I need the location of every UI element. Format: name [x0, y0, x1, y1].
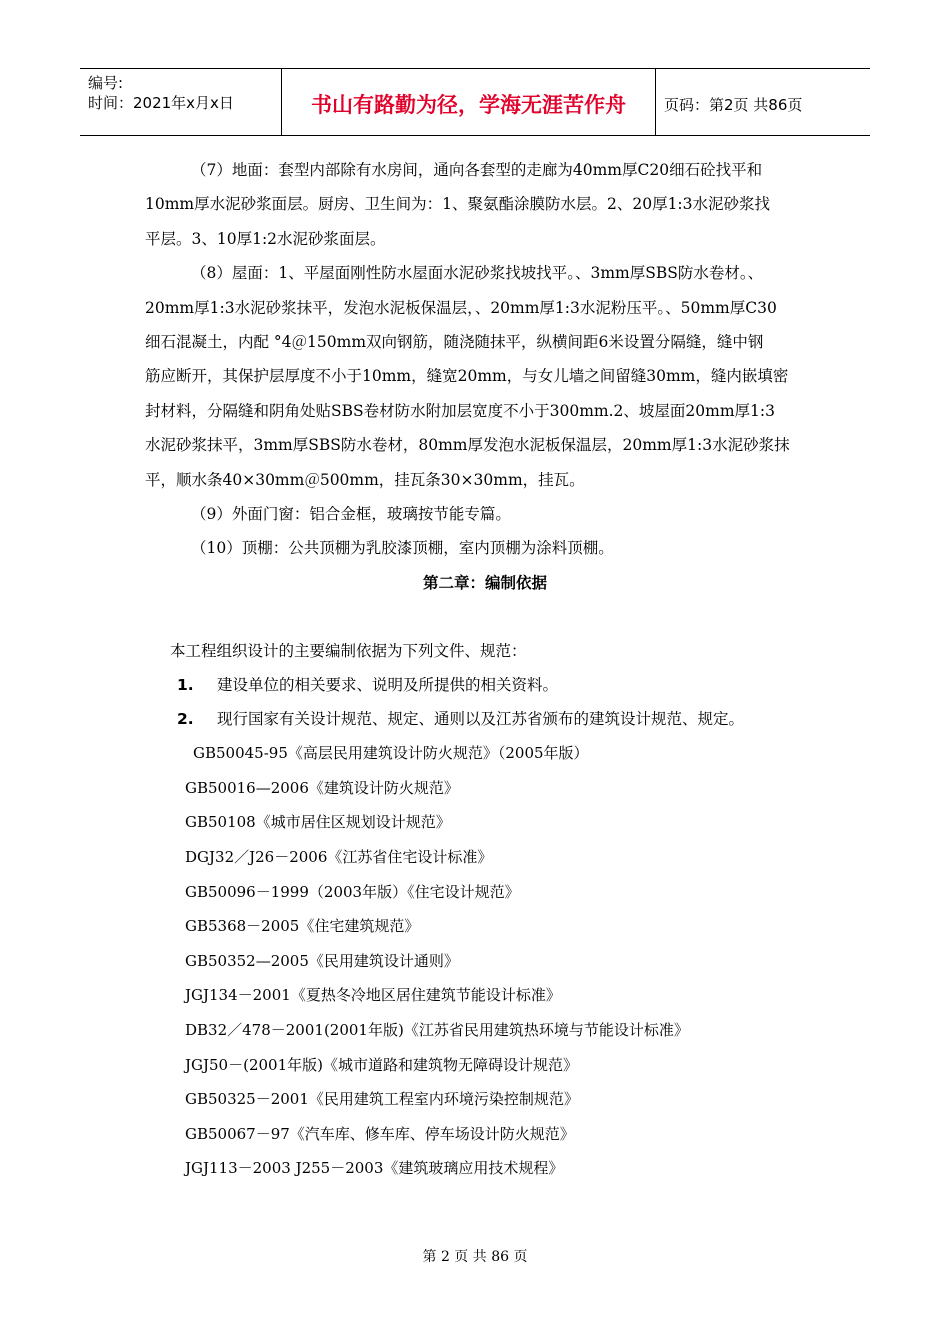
chapter-title: 第二章：编制依据 — [422, 573, 547, 592]
standard-item: GB50096－1999（2003年版）《住宅设计规范》 — [185, 882, 520, 901]
standard-item: GB50045-95《高层民用建筑设计防火规范》（2005年版） — [193, 744, 589, 763]
paragraph-9: （9）外面门窗：铝合金框，玻璃按节能专篇。 — [191, 505, 511, 524]
page-header — [80, 68, 870, 136]
paragraph-7: （7）地面：套型内部除有水房间，通向各套型的走廊为40mm厚C20细石砼找平和 10mm厚水泥砂浆面层。厨房、卫生间为：1、聚氨酯涂膜防水层。2、20厚1:3水泥砂浆找 平层。3、10厚1:2水泥砂浆面层。 — [145, 161, 771, 248]
standard-item: GB50108《城市居住区规划设计规范》 — [185, 813, 451, 832]
standard-item: DB32／478－2001(2001年版)《江苏省民用建筑热环境与节能设计标准》 — [185, 1021, 689, 1040]
standard-item: DGJ32／J26－2006《江苏省住宅设计标准》 — [185, 848, 493, 867]
standard-item: GB50016—2006《建筑设计防火规范》 — [185, 778, 459, 797]
standard-item: JGJ50－(2001年版)《城市道路和建筑物无障碍设计规范》 — [185, 1055, 578, 1074]
standard-item: GB50352—2005《民用建筑设计通则》 — [185, 951, 459, 970]
list-item: 2. 现行国家有关设计规范、规定、通则以及江苏省颁布的建筑设计规范、规定。 — [177, 710, 745, 729]
standard-item: GB50325－2001《民用建筑工程室内环境污染控制规范》 — [185, 1090, 579, 1109]
intro-text: 本工程组织设计的主要编制依据为下列文件、规范： — [170, 641, 527, 660]
standard-item: GB5368－2005《住宅建筑规范》 — [185, 917, 420, 936]
page-footer: 第 2 页 共 86 页 — [422, 1249, 528, 1265]
standard-item: GB50067－97《汽车库、修车库、停车场设计防火规范》 — [185, 1124, 575, 1143]
standard-item: JGJ134－2001《夏热冬冷地区居住建筑节能设计标准》 — [185, 986, 561, 1005]
standards-list — [145, 736, 825, 1186]
doc-date-label: 时间：2021年x月x日 — [88, 94, 234, 112]
paragraph-10: （10）顶棚：公共顶棚为乳胶漆顶棚，室内顶棚为涂料顶棚。 — [191, 539, 614, 558]
header-meta — [80, 69, 282, 135]
header-page-info: 页码：第2页 共86页 — [664, 95, 803, 114]
doc-number-label: 编号: — [88, 74, 124, 92]
paragraph-8: （8）屋面：1、平屋面刚性防水屋面水泥砂浆找坡找平。、3mm厚SBS防水卷材。、 20mm厚1:3水泥砂浆抹平，发泡水泥板保温层，、20mm厚1:3水泥粉压平。、50mm厚C30 细石混凝土，内配 °4＠150mm双向钢筋，随浇随抹平，纵横间距6米设置分隔缝，缝中钢 筋应断开，其保护层厚度不小于10mm，缝宽20mm，与女儿墙之间留缝30mm，缝内嵌填密 封材料，分隔缝和阴角处贴SBS卷材防水附加层宽度不小于300mm.2、坡屋面20mm厚1:3 水泥砂浆抹平，3mm厚SBS防水卷材，80mm厚发泡水泥板保温层，20mm厚1:3水泥砂浆抹 平，顺水条40×30mm＠500mm，挂瓦条30×30mm，挂瓦。 — [145, 264, 790, 489]
header-motto: 书山有路勤为径，学海无涯苦作舟 — [282, 69, 656, 135]
document-body — [145, 153, 825, 1186]
list-item: 1. 建设单位的相关要求、说明及所提供的相关资料。 — [177, 676, 559, 695]
standard-item: JGJ113－2003 J255－2003《建筑玻璃应用技术规程》 — [185, 1159, 564, 1178]
